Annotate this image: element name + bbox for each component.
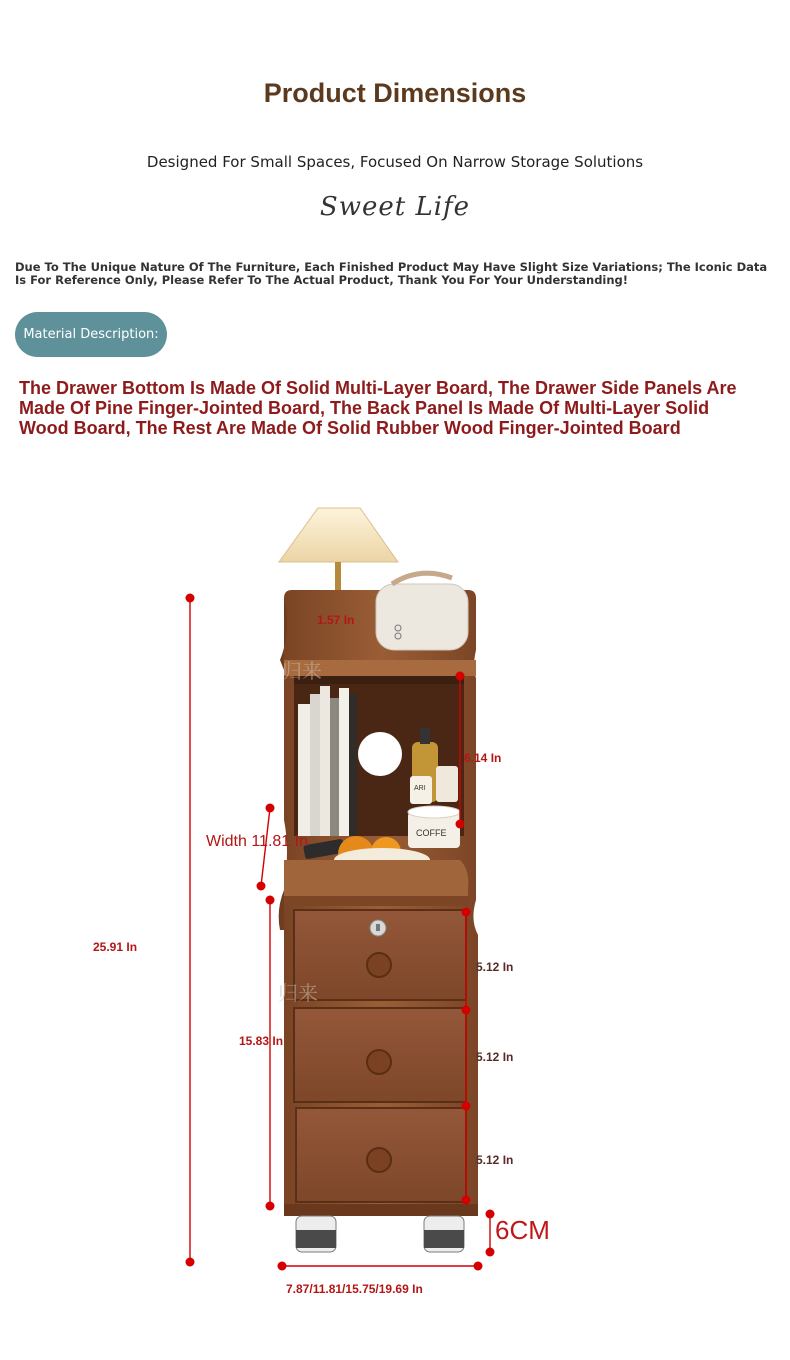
- coffee-cup: [408, 806, 460, 848]
- material-description-badge: [15, 312, 167, 357]
- casters: [296, 1216, 464, 1252]
- dimension-total-height: 25.91 In: [93, 940, 138, 954]
- material-description-label: Material Description:: [23, 327, 159, 342]
- dimension-drawer-2: 5.12 In: [476, 1050, 514, 1064]
- books: [298, 686, 357, 836]
- bottle-text: ARI: [414, 785, 426, 792]
- dimension-drawer-3: 5.12 In: [476, 1153, 514, 1167]
- dimension-width: Width 11.81 In: [206, 833, 308, 850]
- speaker: [376, 573, 468, 650]
- drawers: [294, 910, 466, 1202]
- dimension-top-lip: 1.57 In: [317, 613, 355, 627]
- page-subtitle: Designed For Small Spaces, Focused On Narrow Storage Solutions: [146, 153, 644, 171]
- mug-text: COFFE: [416, 828, 447, 838]
- dimension-shelf-height: 6.14 In: [464, 751, 502, 765]
- material-description-text: The Drawer Bottom Is Made Of Solid Multi-Layer Board, The Drawer Side Panels Are Made Of Pine Finger-Jointed Board, The Back Panel Is Made Of Multi-Layer Solid Wood Board, The Rest Are Made Of Solid Rubber Wood Finger-Jointed Board: [19, 378, 737, 438]
- page-title: Product Dimensions: [263, 78, 527, 108]
- dimension-drawer-1: 5.12 In: [476, 960, 514, 974]
- dimension-caster-height: 6CM: [495, 1215, 550, 1245]
- product-dimension-figure: [0, 490, 790, 1320]
- dimension-depth-options: 7.87/11.81/15.75/19.69 In: [286, 1282, 423, 1296]
- dimension-drawer-section: 15.83 In: [239, 1034, 284, 1048]
- nightstand-illustration: [0, 490, 790, 1320]
- disclaimer-text: Due To The Unique Nature Of The Furniture, Each Finished Product May Have Slight Size Variations; The Iconic Data Is For Reference Only, Please Refer To The Actual Product, Thank You For Your Understanding!: [15, 260, 768, 287]
- svg-text:归来: 归来: [278, 981, 318, 1005]
- signature-logo: Sweet Life: [319, 192, 471, 222]
- svg-text:归来: 归来: [282, 659, 322, 683]
